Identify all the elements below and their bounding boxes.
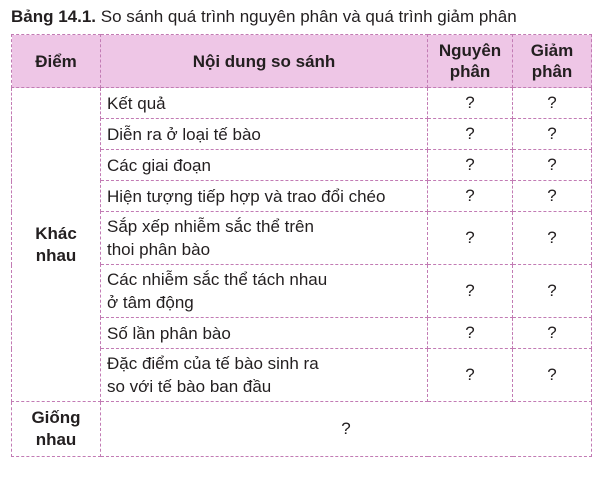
header-meiosis-line: phân [531,62,573,81]
header-mitosis-line: Nguyên [438,41,502,60]
header-point: Điểm [12,35,101,88]
comparison-table [11,34,592,457]
criterion-line: Kết quả [107,93,166,113]
criterion-cell [101,212,428,265]
header-mitosis-line: phân [449,62,491,81]
meiosis-cell: ? [513,150,592,181]
header-meiosis-line: Giảm [530,41,574,60]
mitosis-cell: ? [428,212,513,265]
table-row [12,88,592,119]
mitosis-cell: ? [428,349,513,402]
header-row [12,35,592,88]
meiosis-cell: ? [513,265,592,318]
header-meiosis [513,35,592,88]
criterion-cell [101,150,428,181]
criterion-cell [101,181,428,212]
header-content: Nội dung so sánh [101,35,428,88]
table-caption [11,6,517,28]
meiosis-cell: ? [513,88,592,119]
meiosis-cell: ? [513,119,592,150]
criterion-line: thoi phân bào [107,240,211,259]
differences-label-line: nhau [35,245,77,265]
similarities-label-line: nhau [35,430,77,449]
criterion-line: Hiện tượng tiếp hợp và trao đổi chéo [107,186,386,206]
criterion-line: Đặc điểm của tế bào sinh ra [107,354,319,373]
meiosis-cell: ? [513,212,592,265]
mitosis-cell: ? [428,119,513,150]
mitosis-cell: ? [428,318,513,349]
criterion-cell [101,265,428,318]
criterion-line: Sắp xếp nhiễm sắc thể trên [107,217,314,236]
similarities-label-line: Giống [31,408,81,427]
criterion-line: Số lần phân bào [107,323,231,343]
mitosis-cell: ? [428,88,513,119]
meiosis-cell: ? [513,349,592,402]
criterion-line: ở tâm động [107,293,194,312]
criterion-cell [101,318,428,349]
criterion-cell [101,119,428,150]
similarities-row [12,402,592,457]
table-title: So sánh quá trình nguyên phân và quá trình giảm phân [100,7,517,26]
mitosis-cell: ? [428,150,513,181]
differences-label-line: Khác [35,223,77,243]
meiosis-cell: ? [513,318,592,349]
similarities-label [12,402,101,457]
criterion-line: Diễn ra ở loại tế bào [107,124,261,144]
similarities-cell: ? [101,402,592,457]
mitosis-cell: ? [428,265,513,318]
criterion-cell [101,88,428,119]
criterion-line: Các nhiễm sắc thể tách nhau [107,270,328,289]
table-number: Bảng 14.1. [11,7,97,26]
criterion-cell [101,349,428,402]
header-mitosis [428,35,513,88]
differences-label [12,88,101,402]
mitosis-cell: ? [428,181,513,212]
criterion-line: Các giai đoạn [107,155,211,175]
criterion-line: so với tế bào ban đầu [107,377,272,396]
meiosis-cell: ? [513,181,592,212]
